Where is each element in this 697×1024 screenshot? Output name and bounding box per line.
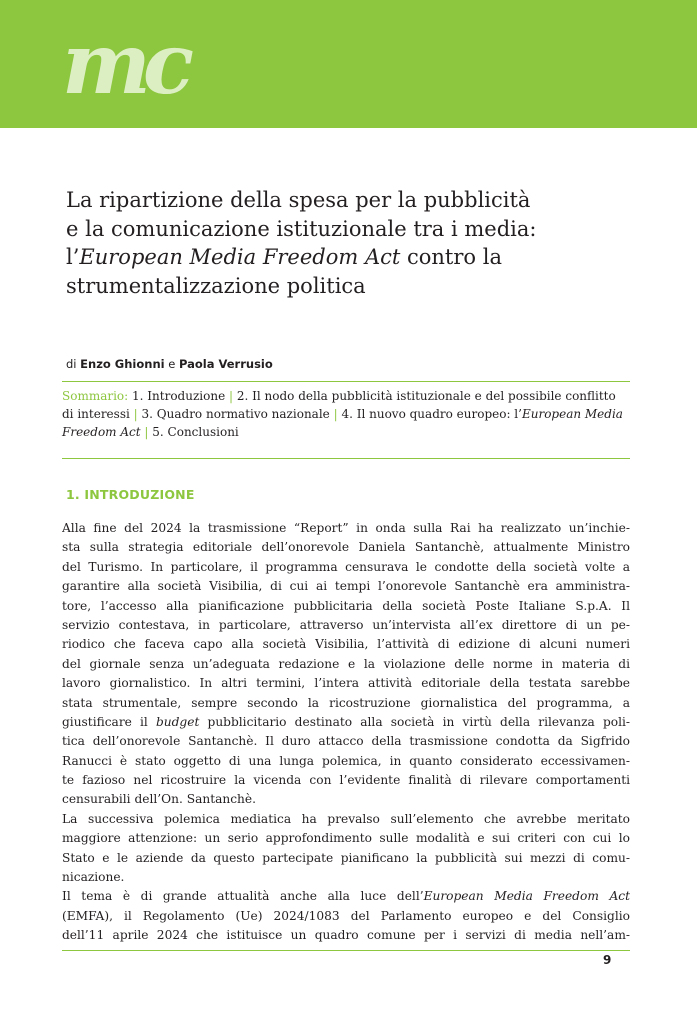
summary-item-2: 2. Il nodo della pubblicità istituzionale e del possibile conflitto di interessi: [62, 389, 616, 421]
title-line-3-pre: l’: [66, 245, 80, 269]
summary-label: Sommario:: [62, 389, 129, 403]
journal-logo: mc: [62, 14, 187, 113]
body-line: giustificare il budget pubblicitario destinato alla società in virtù della rilevanza poli-: [62, 714, 630, 729]
summary-separator: |: [333, 407, 338, 421]
body-line: stata strumentale, sempre secondo la ricostruzione giornalistica del programma, a: [62, 695, 630, 710]
byline-prefix: di: [66, 357, 81, 371]
body-line: del giornale senza un’adeguata redazione e la violazione delle norme in materia di: [62, 656, 630, 671]
body-text: [62, 519, 630, 946]
body-line: lavoro giornalistico. In altri termini, l’intera attività editoriale della testata sarebbe: [62, 676, 630, 691]
title-line-1: La ripartizione della spesa per la pubblicità: [66, 188, 531, 212]
title-line-3-post: contro la: [400, 245, 502, 269]
summary-top-rule: [62, 381, 630, 382]
body-line: sta sulla strategia editoriale dell’onorevole Daniela Santanchè, attualmente Ministro: [62, 540, 630, 555]
body-line: te fazioso nel ricostruire la vicenda con l’evidente finalità di rilevare comportamenti: [62, 773, 630, 788]
header-band: [0, 0, 697, 128]
body-line: La successiva polemica mediatica ha prevalso sull’elemento che avrebbe meritato: [62, 811, 630, 826]
page-number: 9: [603, 953, 612, 967]
summary-separator: |: [133, 407, 138, 421]
author-1: Enzo Ghionni: [80, 357, 165, 371]
author-2: Paola Verrusio: [178, 357, 273, 371]
body-line: maggiore attenzione: un serio approfondimento sulle modalità e sui criteri con cui lo: [62, 831, 630, 846]
body-line: tica dell’onorevole Santanchè. Il duro attacco della trasmissione condotta da Sigfrido: [62, 734, 630, 749]
body-line: tore, l’accesso alla pianificazione pubblicitaria della società Poste Italiane S.p.A. Il: [62, 598, 630, 613]
summary-item-4-italic: European Media Freedom Act: [62, 407, 623, 439]
body-line: Stato e le aziende da questo partecipate pianificano la pubblicità sui mezzi di comu-: [62, 850, 630, 865]
summary-block: [62, 387, 630, 441]
body-line: Il tema è di grande attualità anche alla luce dell’European Media Freedom Act: [62, 889, 630, 904]
summary-item-4-pre: 4. Il nuovo quadro europeo: l’: [341, 407, 522, 421]
title-line-3-italic: European Media Freedom Act: [79, 245, 401, 269]
article-title: [66, 186, 646, 300]
body-line: (EMFA), il Regolamento (Ue) 2024/1083 del Parlamento europeo e del Consiglio: [62, 908, 630, 923]
body-line: nicazione.: [62, 870, 125, 885]
body-line: dell’11 aprile 2024 che istituisce un quadro comune per i servizi di media nell’am-: [62, 928, 630, 943]
body-line: del Turismo. In particolare, il programma censurava le condotte della società volte a: [62, 559, 630, 574]
author-byline: [66, 357, 273, 371]
summary-separator: |: [144, 425, 149, 439]
summary-item-5: 5. Conclusioni: [152, 425, 239, 439]
summary-separator: |: [229, 389, 234, 403]
body-line: riodico che faceva capo alla società Visibilia, l’attività di edizione di alcuni numeri: [62, 637, 630, 652]
byline-conj: e: [164, 357, 179, 371]
title-line-2: e la comunicazione istituzionale tra i media:: [66, 216, 537, 241]
section-heading: 1. INTRODUZIONE: [66, 487, 195, 502]
body-line: Ranucci è stato oggetto di una lunga polemica, in quanto considerato eccessivamen-: [62, 753, 630, 768]
footer-rule: [62, 950, 630, 951]
body-line: Alla fine del 2024 la trasmissione “Report” in onda sulla Rai ha realizzato un’inchie-: [62, 521, 630, 535]
body-line: censurabili dell’On. Santanchè.: [62, 792, 256, 807]
body-line: garantire alla società Visibilia, di cui ai tempi l’onorevole Santanchè era amministra-: [62, 579, 630, 594]
summary-item-3: 3. Quadro normativo nazionale: [141, 407, 330, 421]
summary-bottom-rule: [62, 458, 630, 459]
title-line-4: strumentalizzazione politica: [66, 273, 366, 298]
summary-item-1: 1. Introduzione: [132, 389, 226, 403]
body-line: servizio contestava, in particolare, attraverso un’intervista all’ex direttore di un pe-: [62, 617, 630, 632]
